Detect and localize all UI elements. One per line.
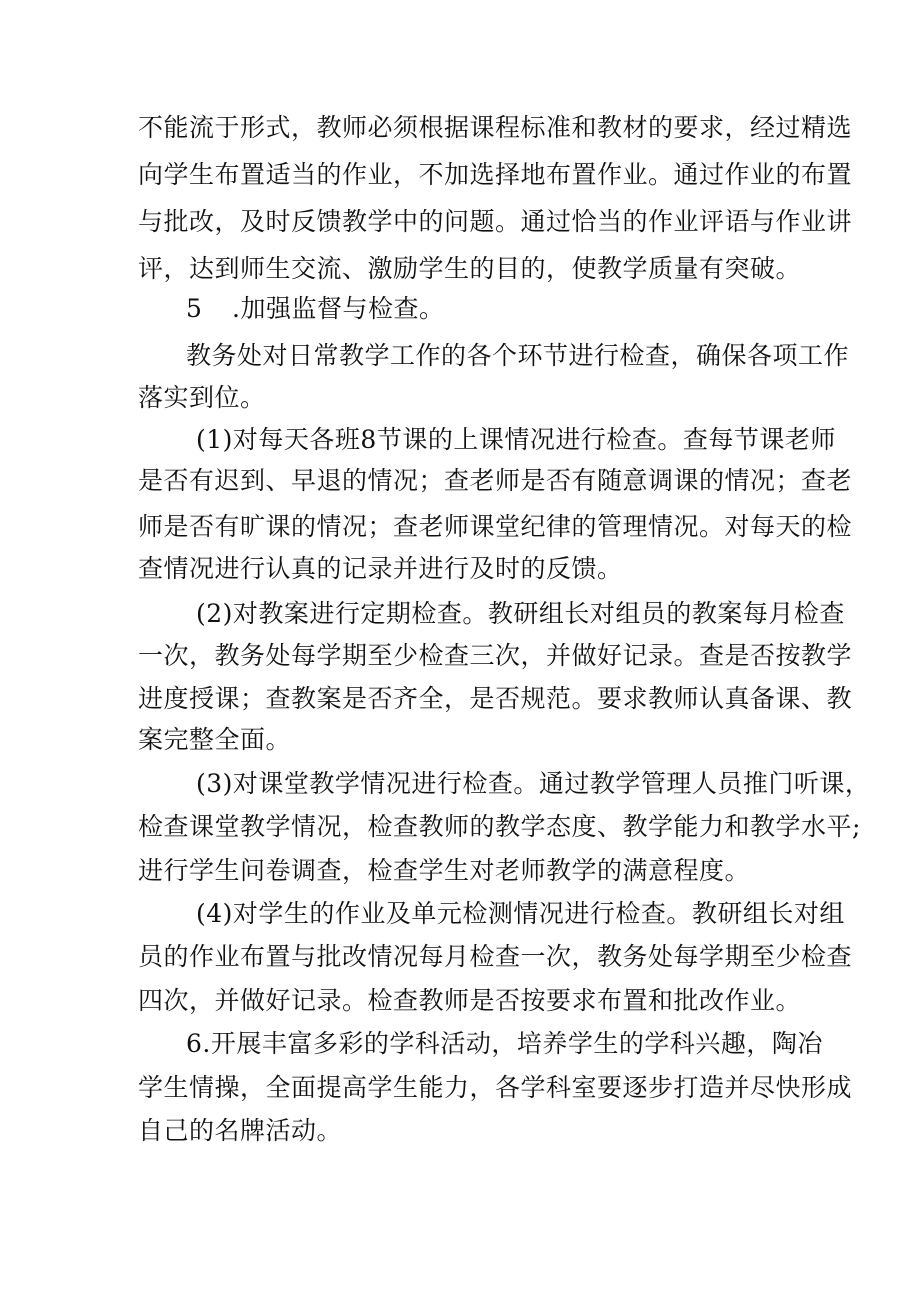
paragraph-line: 评，达到师生交流、激励学生的目的，使教学质量有突破。: [138, 254, 802, 283]
paragraph-line: 进行学生问卷调查，检查学生对老师教学的满意程度。: [138, 856, 751, 885]
list-item-line: (1)对每天各班8节课的上课情况进行检查。查每节课老师: [196, 425, 836, 454]
section-number: 5: [186, 294, 203, 323]
paragraph-line: 与批改，及时反馈教学中的问题。通过恰当的作业评语与作业讲: [138, 207, 853, 236]
paragraph-line: 学生情操，全面提高学生能力，各学科室要逐步打造并尽快形成: [138, 1073, 853, 1102]
section-heading-5: [186, 294, 444, 324]
paragraph-line: 员的作业布置与批改情况每月检查一次，教务处每学期至少检查: [138, 942, 853, 971]
paragraph-line: 落实到位。: [138, 383, 266, 412]
paragraph-line: 教务处对日常教学工作的各个环节进行检查，确保各项工作: [186, 341, 850, 370]
paragraph-line: 师是否有旷课的情况；查老师课堂纪律的管理情况。对每天的检: [138, 512, 853, 541]
paragraph-line: 一次，教务处每学期至少检查三次，并做好记录。查是否按教学: [138, 641, 853, 670]
list-item-line: (3)对课堂教学情况进行检查。通过教学管理人员推门听课，: [196, 769, 871, 798]
paragraph-line: 进度授课；查教案是否齐全，是否规范。要求教师认真备课、教: [138, 684, 853, 713]
section-title: .加强监督与检查。: [232, 294, 445, 323]
paragraph-line: 案完整全面。: [138, 725, 292, 754]
paragraph-line: 查情况进行认真的记录并进行及时的反馈。: [138, 554, 623, 583]
paragraph-line: 检查课堂教学情况，检查教师的教学态度、教学能力和教学水平;: [138, 812, 861, 841]
list-item-line: (4)对学生的作业及单元检测情况进行检查。教研组长对组: [196, 899, 845, 928]
item-6-line: 6.开展丰富多彩的学科活动，培养学生的学科兴趣，陶冶: [186, 1029, 823, 1058]
paragraph-line: 四次，并做好记录。检查教师是否按要求布置和批改作业。: [138, 986, 802, 1015]
list-item-line: (2)对教案进行定期检查。教研组长对组员的教案每月检查: [196, 599, 845, 628]
paragraph-line: 是否有迟到、早退的情况；查老师是否有随意调课的情况；查老: [138, 466, 853, 495]
paragraph-line: 向学生布置适当的作业，不加选择地布置作业。通过作业的布置: [138, 160, 853, 189]
paragraph-line: 不能流于形式，教师必须根据课程标准和教材的要求，经过精选: [138, 113, 853, 142]
paragraph-line: 自己的名牌活动。: [138, 1116, 343, 1145]
